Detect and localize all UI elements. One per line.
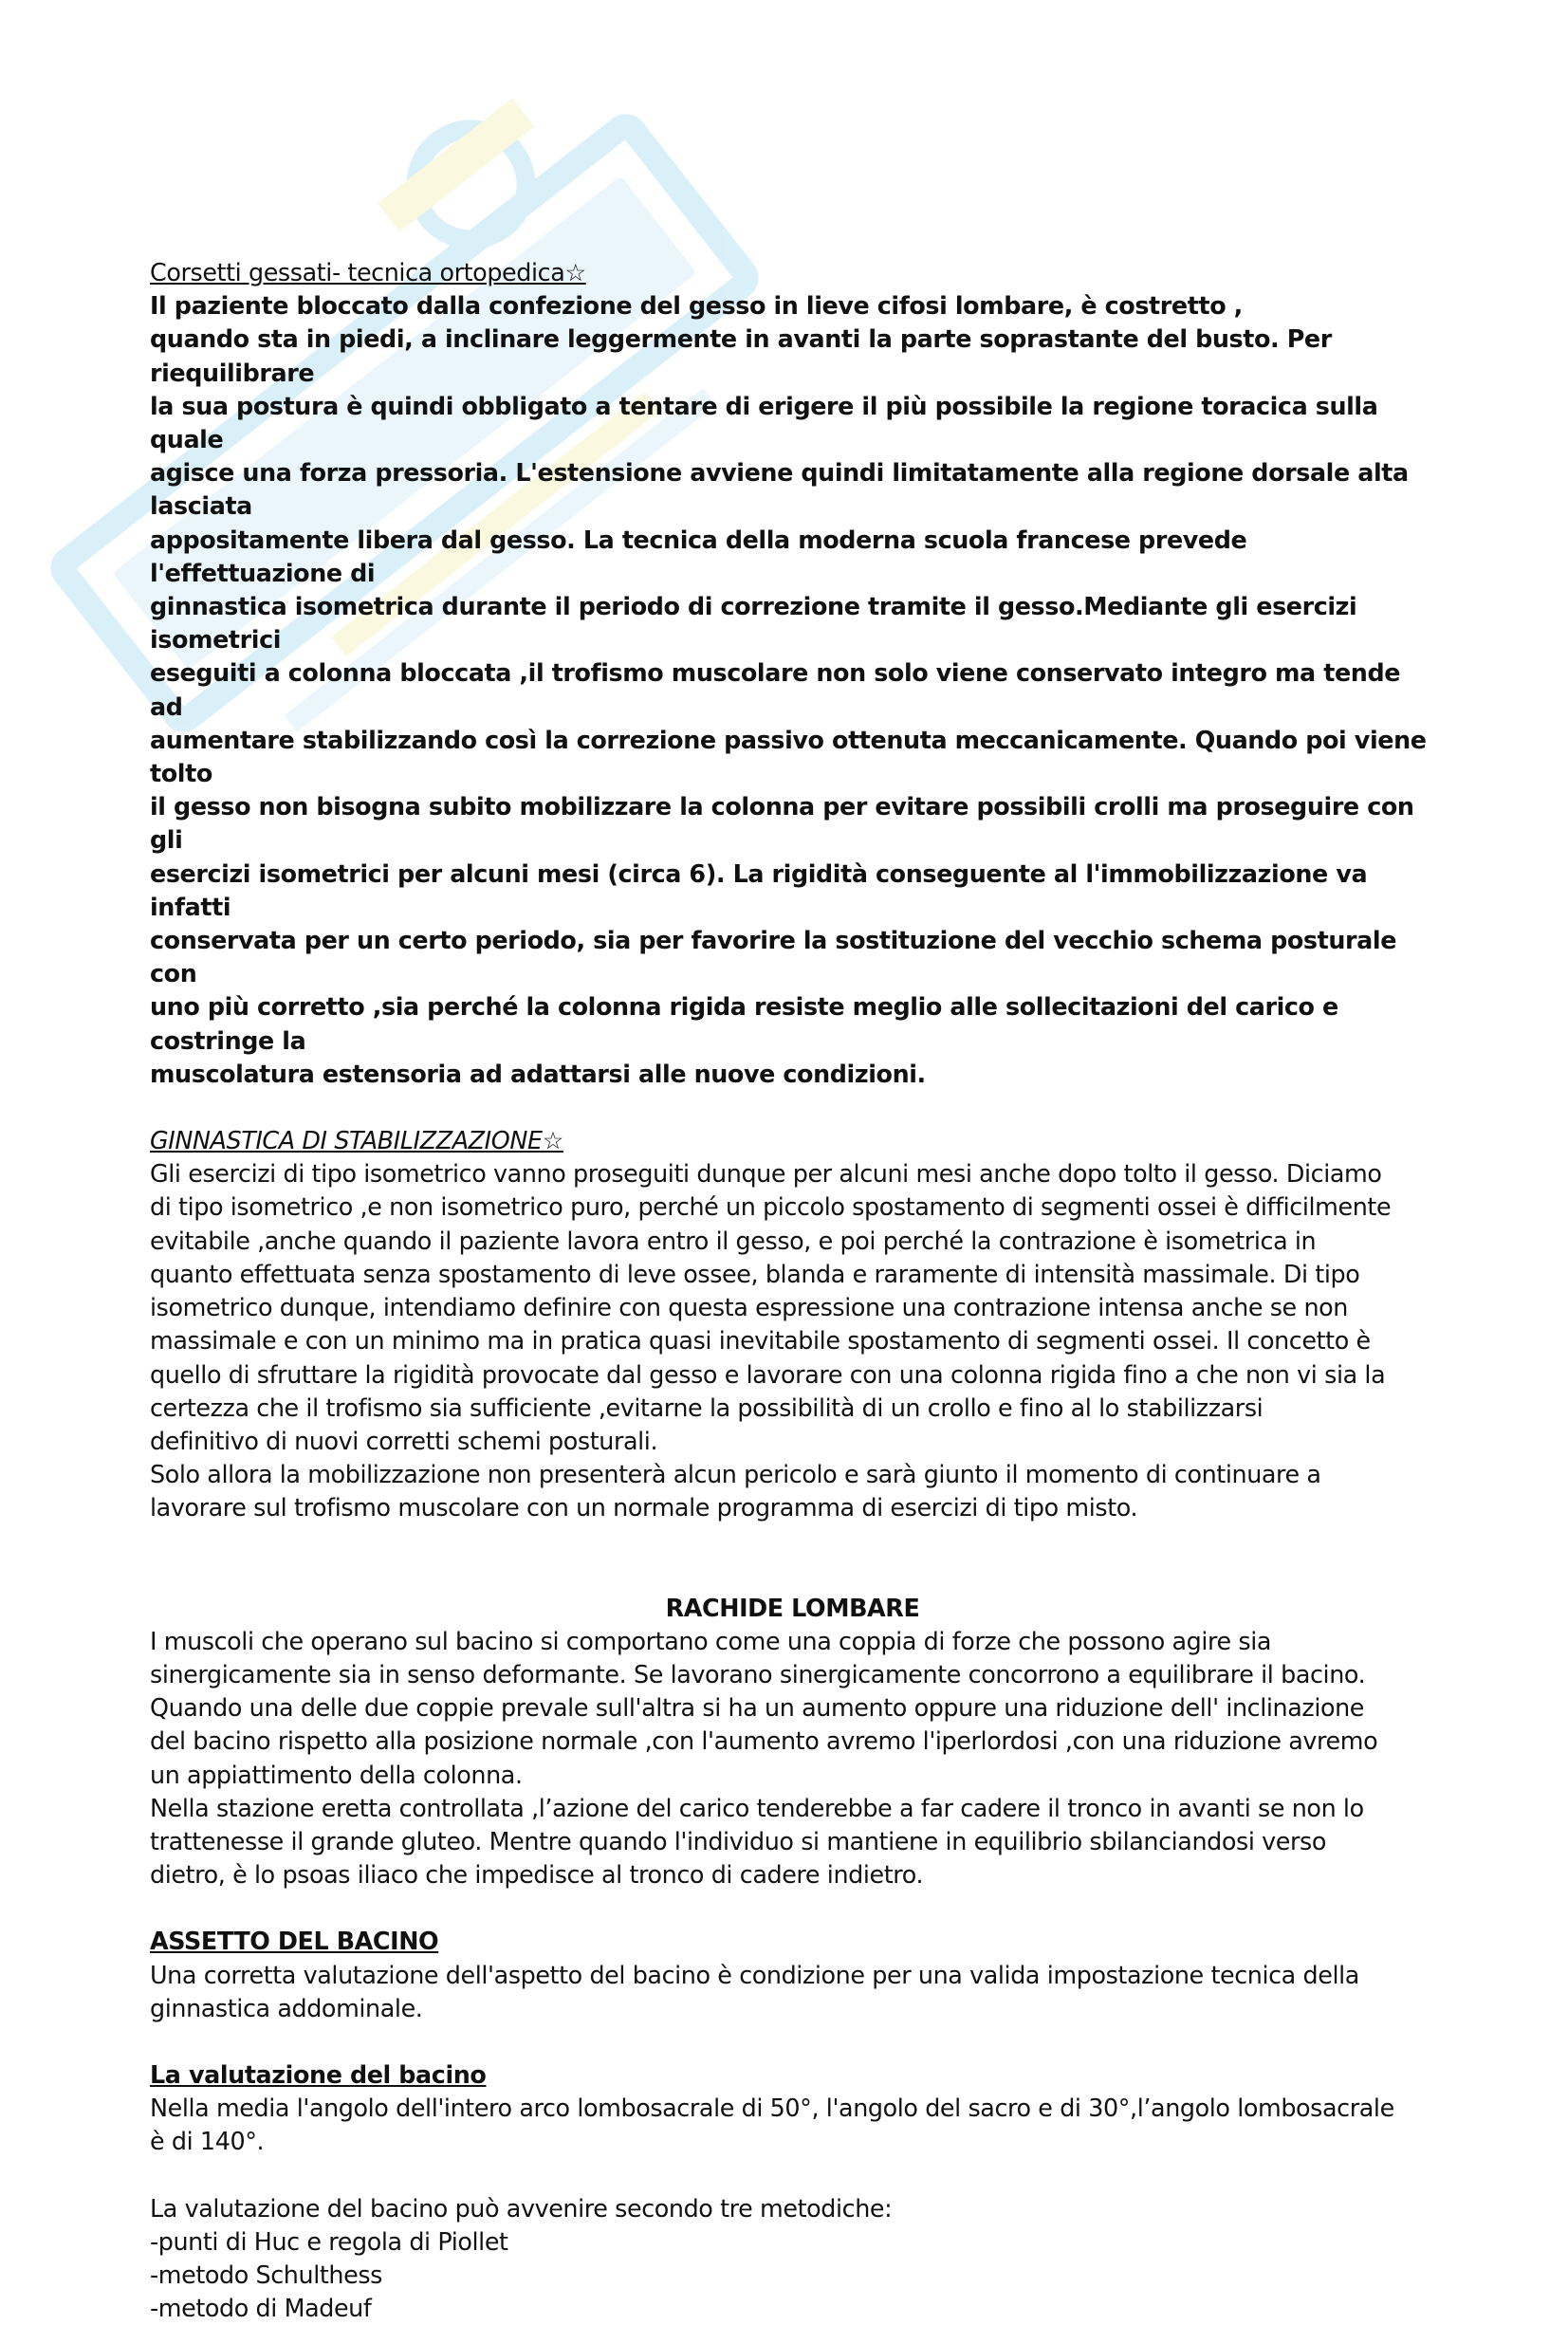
text-line: uno più corretto ,sia perché la colonna rigida resiste meglio alle sollecitazioni del carico e costringe la xyxy=(150,992,1338,1055)
section-title-assetto: ASSETTO DEL BACINO xyxy=(150,1927,439,1956)
text-line: esercizi isometrici per alcuni mesi (circa 6). La rigidità conseguente al l'immobilizzazione va infatti xyxy=(150,858,1368,921)
section-title-corsetti: Corsetti gessati- tecnica ortopedica☆ xyxy=(150,258,586,286)
paragraph-corsetti xyxy=(150,289,1435,1091)
text-line: quando sta in piedi, a inclinare leggermente in avanti la parte soprastante del busto. Per riequilibrare xyxy=(150,324,1332,387)
text-line: Nella stazione eretta controllata ,l’azione del carico tenderebbe a far cadere il tronco in avanti se non lo xyxy=(150,1793,1364,1822)
text-line: Nella media l'angolo dell'intero arco lombosacrale di 50°, l'angolo del sacro e di 30°,l’angolo lombosacrale xyxy=(150,2094,1394,2123)
list-item: -metodo Schulthess xyxy=(150,2260,382,2289)
text-line: muscolatura estensoria ad adattarsi alle nuove condizioni. xyxy=(150,1059,926,1088)
section-title-rachide: RACHIDE LOMBARE xyxy=(665,1593,920,1622)
text-line: isometrico dunque, intendiamo definire con questa espressione una contrazione intensa anche se non xyxy=(150,1293,1348,1322)
section-title-valutazione: La valutazione del bacino xyxy=(150,2059,487,2089)
text-line: il gesso non bisogna subito mobilizzare la colonna per evitare possibili crolli ma proseguire con gli xyxy=(150,792,1414,855)
text-line: trattenesse il grande gluteo. Mentre quando l'individuo si mantiene in equilibrio sbilanciandosi verso xyxy=(150,1826,1327,1855)
text-line: Gli esercizi di tipo isometrico vanno proseguiti dunque per alcuni mesi anche dopo tolto il gesso. Diciamo xyxy=(150,1159,1382,1189)
text-line: definitivo di nuovi corretti schemi posturali. xyxy=(150,1426,658,1455)
text-line: agisce una forza pressoria. L'estensione avviene quindi limitatamente alla regione dorsale alta lasciata xyxy=(150,458,1409,521)
text-line: eseguiti a colonna bloccata ,il trofismo muscolare non solo viene conservato integro ma tende ad xyxy=(150,658,1401,721)
text-line: conservata per un certo periodo, sia per favorire la sostituzione del vecchio schema posturale con xyxy=(150,926,1397,988)
text-line: quanto effettuata senza spostamento di leve ossee, blanda e raramente di intensità massimale. Di tipo xyxy=(150,1259,1360,1288)
text-line: del bacino rispetto alla posizione normale ,con l'aumento avremo l'iperlordosi ,con una riduzione avremo xyxy=(150,1726,1378,1756)
text-line: Solo allora la mobilizzazione non presenterà alcun pericolo e sarà giunto il momento di continuare a xyxy=(150,1460,1321,1489)
list-item: -metodo di Madeuf xyxy=(150,2294,372,2323)
text-line: quello di sfruttare la rigidità provocate dal gesso e lavorare con una colonna rigida fino a che non vi sia la xyxy=(150,1359,1386,1389)
paragraph-rachide xyxy=(150,1625,1435,1892)
text-line: Una corretta valutazione dell'aspetto del bacino è condizione per una valida impostazione tecnica della xyxy=(150,1960,1359,1989)
methods-intro: La valutazione del bacino può avvenire secondo tre metodiche: xyxy=(150,2193,893,2223)
paragraph-ginnastica xyxy=(150,1157,1435,1524)
text-line: evitabile ,anche quando il paziente lavora entro il gesso, e poi perché la contrazione è isometrica in xyxy=(150,1226,1317,1255)
text-line: sinergicamente sia in senso deformante. Se lavorano sinergicamente concorrono a equilibrare il bacino. xyxy=(150,1659,1366,1688)
text-line: ginnastica isometrica durante il periodo di correzione tramite il gesso.Mediante gli esercizi isometrici xyxy=(150,592,1357,655)
text-line: aumentare stabilizzando così la correzione passivo ottenuta meccanicamente. Quando poi viene tolto xyxy=(150,725,1427,788)
text-line: la sua postura è quindi obbligato a tentare di erigere il più possibile la regione toracica sulla quale xyxy=(150,391,1378,454)
list-item: -punti di Huc e regola di Piollet xyxy=(150,2226,508,2256)
paragraph-assetto xyxy=(150,1959,1435,2025)
text-line: di tipo isometrico ,e non isometrico puro, perché un piccolo spostamento di segmenti ossei è difficilmente xyxy=(150,1192,1392,1222)
text-line: ginnastica addominale. xyxy=(150,1993,423,2022)
text-line: è di 140°. xyxy=(150,2127,265,2156)
text-line: lavorare sul trofismo muscolare con un normale programma di esercizi di tipo misto. xyxy=(150,1493,1138,1522)
text-line: massimale e con un minimo ma in pratica quasi inevitabile spostamento di segmenti ossei. Il concetto è xyxy=(150,1326,1371,1356)
paragraph-valutazione xyxy=(150,2092,1435,2158)
text-line: appositamente libera dal gesso. La tecnica della moderna scuola francese prevede l'effettuazione di xyxy=(150,525,1247,587)
text-line: I muscoli che operano sul bacino si comportano come una coppia di forze che possono agire sia xyxy=(150,1626,1272,1655)
text-line: certezza che il trofismo sia sufficiente ,evitarne la possibilità di un crollo e fino al lo stabilizzarsi xyxy=(150,1393,1264,1422)
section-title-ginnastica: GINNASTICA DI STABILIZZAZIONE☆ xyxy=(150,1126,563,1155)
text-line: un appiattimento della colonna. xyxy=(150,1760,523,1789)
text-line: Quando una delle due coppie prevale sull'altra si ha un aumento oppure una riduzione dell' inclinazione xyxy=(150,1693,1365,1723)
text-line: Il paziente bloccato dalla confezione del gesso in lieve cifosi lombare, è costretto , xyxy=(150,291,1243,321)
text-line: dietro, è lo psoas iliaco che impedisce al tronco di cadere indietro. xyxy=(150,1860,924,1890)
methods-list xyxy=(150,2225,1435,2325)
document-page xyxy=(150,256,1435,2325)
